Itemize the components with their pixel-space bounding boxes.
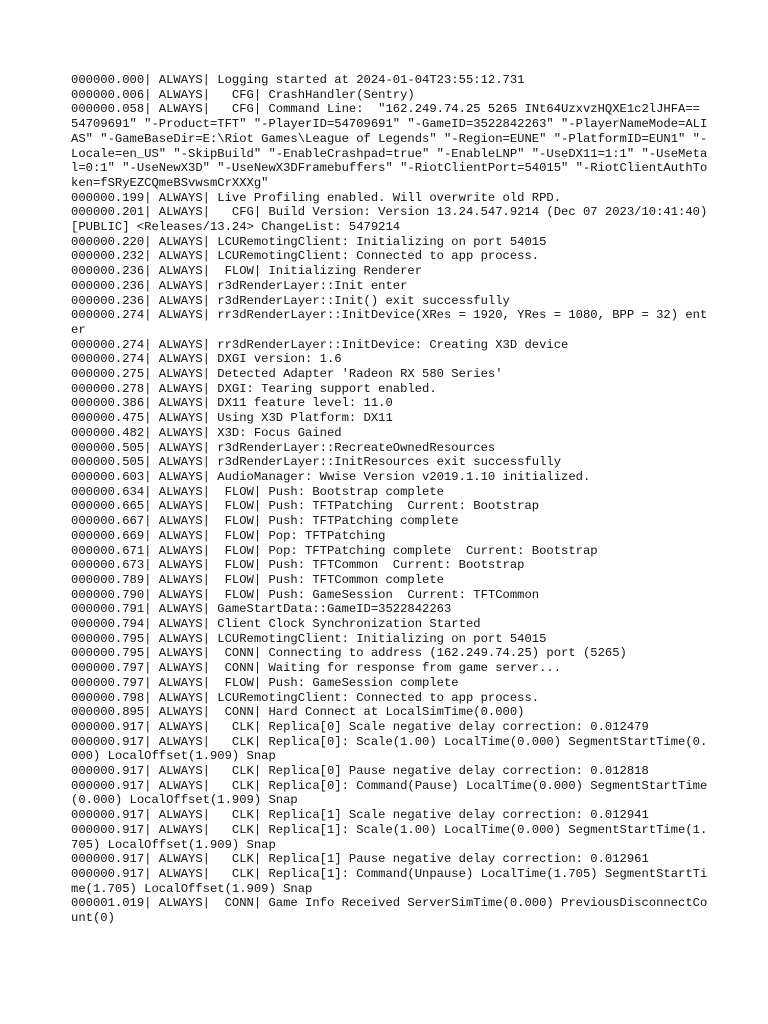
log-line: 000000.236| ALWAYS| FLOW| Initializing Renderer [71,264,423,279]
log-line: 000000.274| ALWAYS| DXGI version: 1.6 [71,352,342,367]
log-line: 000001.019| ALWAYS| CONN| Game Info Received ServerSimTime(0.000) PreviousDisconnectCount(0) [71,896,708,926]
log-line: 000000.790| ALWAYS| FLOW| Push: GameSession Current: TFTCommon [71,587,540,602]
log-line: 000000.671| ALWAYS| FLOW| Pop: TFTPatching complete Current: Bootstrap [71,543,598,558]
log-line: 000000.006| ALWAYS| CFG| CrashHandler(Sentry) [71,87,415,102]
log-line: 000000.505| ALWAYS| r3dRenderLayer::InitResources exit successfully [71,455,562,470]
log-line: 000000.917| ALWAYS| CLK| Replica[0] Scale negative delay correction: 0.012479 [71,719,649,734]
log-line: 000000.058| ALWAYS| CFG| Command Line: "162.249.74.25 5265 INt64UzxvzHQXE1c2lJHFA== 54709691" "-Product=TFT" "-PlayerID=54709691" "-GameID=3522842263" "-PlayerNameMode=ALIAS" "-GameBaseDir=E:\Riot Games\League of Legends" "-Region=EUNE" "-PlatformID=EUN1" "-Locale=en_US" "-SkipBuild" "-EnableCrashpad=true" "-EnableLNP" "-UseDX11=1:1" "-UseMetal=0:1" "-UseNewX3D" "-UseNewX3DFramebuffers" "-RiotClientPort=54015" "-RiotClientAuthToken=fSRyEZCQmeBSvwsmCrXXXg" [71,102,708,190]
log-line: 000000.917| ALWAYS| CLK| Replica[1] Scale negative delay correction: 0.012941 [71,808,649,823]
log-line: 000000.791| ALWAYS| GameStartData::GameID=3522842263 [71,602,452,617]
log-line: 000000.917| ALWAYS| CLK| Replica[0]: Scale(1.00) LocalTime(0.000) SegmentStartTime(0.000) LocalOffset(1.909) Snap [71,734,708,764]
log-line: 000000.505| ALWAYS| r3dRenderLayer::RecreateOwnedResources [71,440,496,455]
log-line: 000000.236| ALWAYS| r3dRenderLayer::Init() exit successfully [71,293,510,308]
log-line: 000000.795| ALWAYS| CONN| Connecting to address (162.249.74.25) port (5265) [71,646,627,661]
log-line: 000000.236| ALWAYS| r3dRenderLayer::Init enter [71,278,408,293]
log-line: 000000.895| ALWAYS| CONN| Hard Connect at LocalSimTime(0.000) [71,705,525,720]
log-line: 000000.278| ALWAYS| DXGI: Tearing support enabled. [71,381,437,396]
log-line: 000000.789| ALWAYS| FLOW| Push: TFTCommon complete [71,572,444,587]
log-line: 000000.917| ALWAYS| CLK| Replica[0] Pause negative delay correction: 0.012818 [71,764,649,779]
log-line: 000000.669| ALWAYS| FLOW| Pop: TFTPatching [71,528,386,543]
log-line: 000000.667| ALWAYS| FLOW| Push: TFTPatching complete [71,514,459,529]
log-line: 000000.917| ALWAYS| CLK| Replica[1] Pause negative delay correction: 0.012961 [71,852,649,867]
log-line: 000000.199| ALWAYS| Live Profiling enabled. Will overwrite old RPD. [71,190,562,205]
log-line: 000000.232| ALWAYS| LCURemotingClient: Connected to app process. [71,249,540,264]
log-line: 000000.000| ALWAYS| Logging started at 2024-01-04T23:55:12.731 [71,73,525,87]
log-line: 000000.917| ALWAYS| CLK| Replica[1]: Scale(1.00) LocalTime(0.000) SegmentStartTime(1.705) LocalOffset(1.909) Snap [71,822,708,852]
log-line: 000000.795| ALWAYS| LCURemotingClient: Initializing on port 54015 [71,631,547,646]
log-line: 000000.386| ALWAYS| DX11 feature level: 11.0 [71,396,393,411]
log-line: 000000.634| ALWAYS| FLOW| Push: Bootstrap complete [71,484,444,499]
log-line: 000000.917| ALWAYS| CLK| Replica[1]: Command(Unpause) LocalTime(1.705) SegmentStartTime(1.705) LocalOffset(1.909) Snap [71,866,708,896]
log-line: 000000.482| ALWAYS| X3D: Focus Gained [71,425,342,440]
log-document [71,73,715,926]
log-line: 000000.220| ALWAYS| LCURemotingClient: Initializing on port 54015 [71,234,547,249]
log-line: 000000.797| ALWAYS| FLOW| Push: GameSession complete [71,675,459,690]
log-line: 000000.274| ALWAYS| rr3dRenderLayer::InitDevice: Creating X3D device [71,337,569,352]
log-line: 000000.794| ALWAYS| Client Clock Synchronization Started [71,617,481,632]
log-line: 000000.274| ALWAYS| rr3dRenderLayer::InitDevice(XRes = 1920, YRes = 1080, BPP = 32) enter [71,308,708,337]
log-line: 000000.603| ALWAYS| AudioManager: Wwise Version v2019.1.10 initialized. [71,469,591,484]
log-line: 000000.275| ALWAYS| Detected Adapter 'Radeon RX 580 Series' [71,367,503,382]
log-line: 000000.673| ALWAYS| FLOW| Push: TFTCommon Current: Bootstrap [71,558,525,573]
log-line: 000000.917| ALWAYS| CLK| Replica[0]: Command(Pause) LocalTime(0.000) SegmentStartTime(0.000) LocalOffset(1.909) Snap [71,778,708,808]
log-line: 000000.475| ALWAYS| Using X3D Platform: DX11 [71,411,393,426]
log-line: 000000.797| ALWAYS| CONN| Waiting for response from game server... [71,661,562,676]
log-line: 000000.798| ALWAYS| LCURemotingClient: Connected to app process. [71,690,540,705]
log-line: 000000.201| ALWAYS| CFG| Build Version: Version 13.24.547.9214 (Dec 07 2023/10:41:40) [PUBLIC] <Releases/13.24> ChangeList: 5479214 [71,205,715,235]
log-line: 000000.665| ALWAYS| FLOW| Push: TFTPatching Current: Bootstrap [71,499,540,514]
